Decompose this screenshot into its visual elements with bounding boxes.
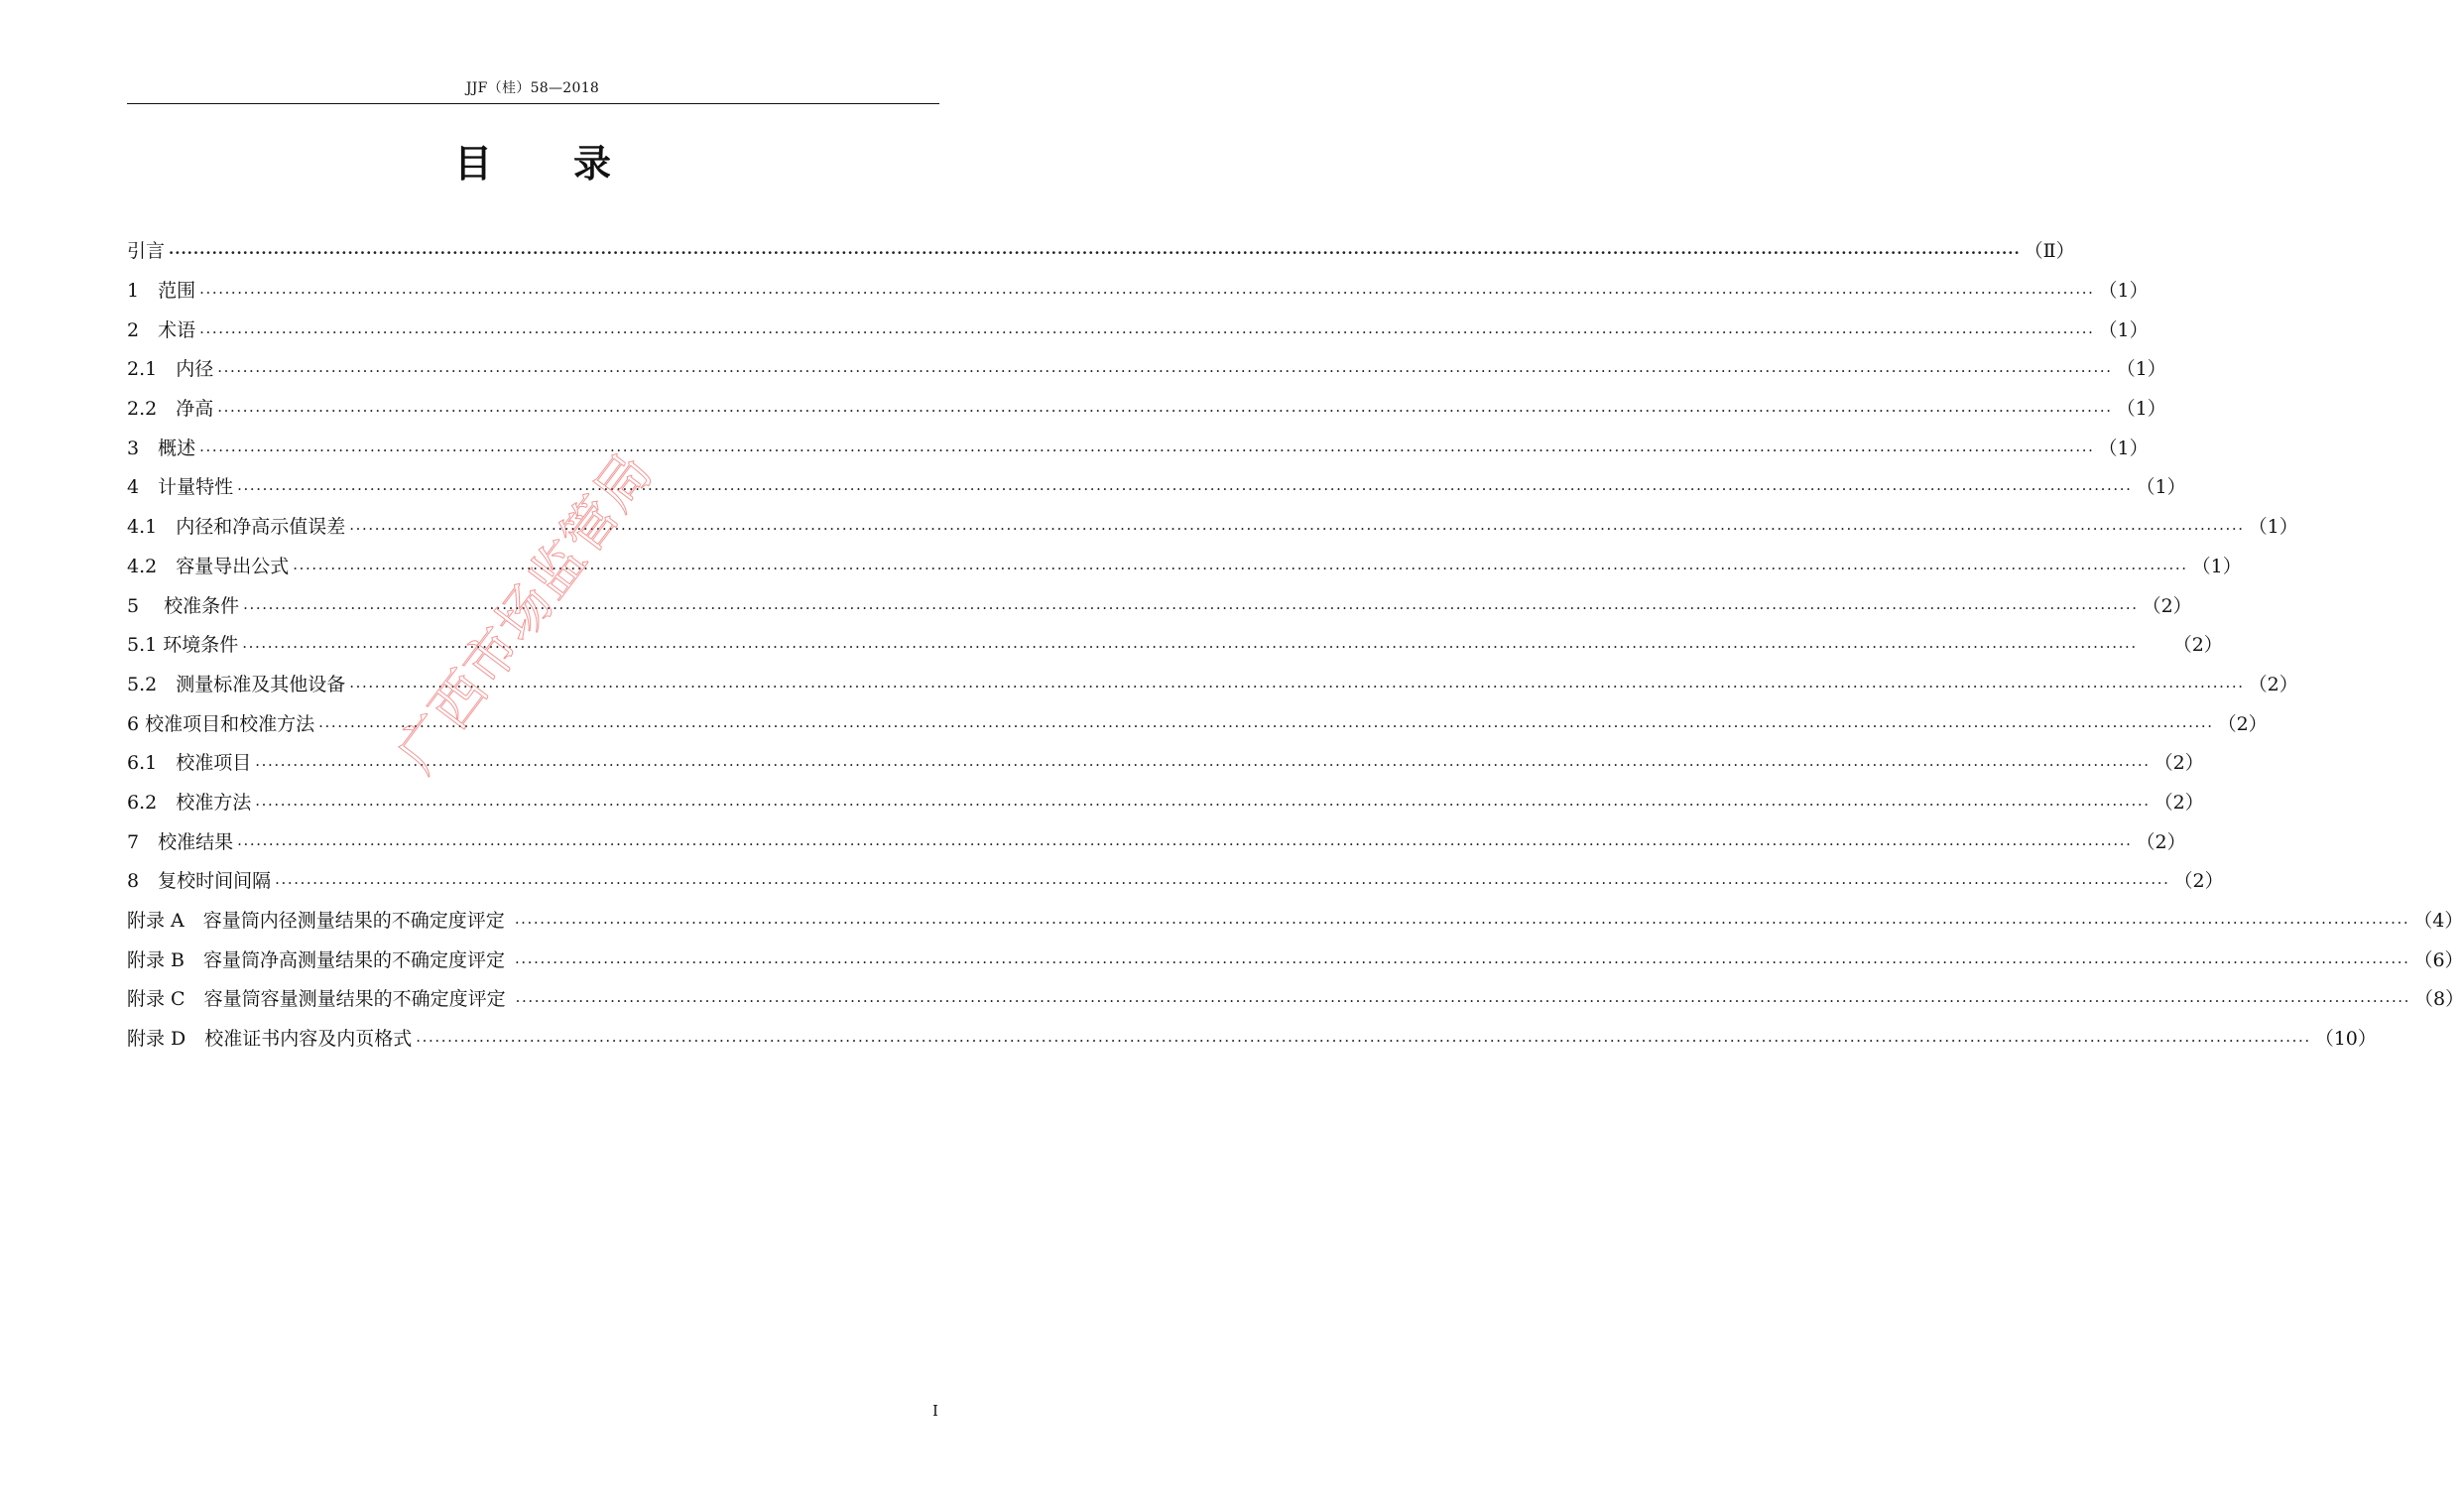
toc-entry-label: 4 计量特性: [127, 476, 234, 499]
toc-entry-label: 6.2 校准方法: [127, 791, 252, 814]
toc-entry-page: （1）: [2098, 437, 2149, 459]
toc-dot-leader: ············································································································································································································································································································: [199, 322, 2095, 341]
toc-dot-leader: ············································································································································································································································································································: [349, 520, 2245, 539]
toc-dot-leader: ············································································································································································································································································································: [199, 440, 2095, 459]
toc-entry-label: 6 校准项目和校准方法: [127, 712, 315, 735]
toc-dot-leader: ············································································································································································································································································································: [515, 992, 2411, 1011]
toc-entry[interactable]: [127, 390, 2166, 430]
toc-dot-leader: ············································································································································································································································································································: [237, 834, 2133, 853]
toc-entry-label: 4.2 容量导出公式: [127, 555, 290, 577]
toc-entry-label: 附录 D 校准证书内容及内页格式: [127, 1028, 413, 1051]
toc-entry-page: （2）: [2154, 752, 2204, 775]
toc-entry-label: 5.2 测量标准及其他设备: [127, 673, 346, 695]
toc-entry[interactable]: [127, 272, 2149, 312]
toc-entry-label: 7 校准结果: [127, 830, 234, 853]
toc-dot-leader: ············································································································································································································································································································: [169, 244, 2021, 263]
page-title-right-char: 录: [573, 142, 612, 186]
header-standard-code: JJF（桂）58—2018: [465, 80, 600, 96]
toc-entry[interactable]: [127, 429, 2149, 468]
toc-entry-page: （2）: [2173, 870, 2224, 893]
toc-entry[interactable]: [127, 350, 2166, 390]
toc-entry-page: （8）: [2414, 988, 2464, 1011]
toc-dot-leader: ············································································································································································································································································································: [217, 402, 2113, 421]
toc-entry-page: （10）: [2314, 1028, 2377, 1051]
toc-dot-leader: ············································································································································································································································································································: [243, 598, 2139, 617]
toc-dot-leader: ············································································································································································································································································································: [318, 716, 2214, 735]
toc-dot-leader: ············································································································································································································································································································: [416, 1032, 2311, 1051]
toc-entry[interactable]: [127, 784, 2204, 823]
toc-dot-leader: ············································································································································································································································································································: [515, 952, 2410, 971]
toc-entry-label: 3 概述: [127, 437, 196, 459]
toc-entry[interactable]: [127, 1020, 2377, 1060]
toc-entry-page: （2）: [2248, 673, 2298, 695]
toc-entry-page: （2）: [2142, 594, 2192, 617]
toc-entry-page: （2）: [2217, 712, 2268, 735]
toc-entry[interactable]: [127, 862, 2224, 902]
toc-entry-page: （Ⅱ）: [2024, 240, 2075, 263]
toc-entry[interactable]: [127, 822, 2186, 862]
toc-entry-label: 4.1 内径和净高示值误差: [127, 516, 346, 539]
toc-entry-label: 2.1 内径: [127, 358, 214, 381]
toc-entry-page: （1）: [2098, 318, 2149, 341]
toc-entry[interactable]: [127, 468, 2186, 508]
toc-entry-label: 1 范围: [127, 280, 196, 303]
page-number: I: [932, 1402, 938, 1420]
toc-entry-label: 2 术语: [127, 318, 196, 341]
toc-entry-page: （1）: [2191, 555, 2242, 577]
toc-entry-label: 6.1 校准项目: [127, 752, 252, 775]
toc-entry-page: （1）: [2116, 398, 2166, 421]
watermark: 广西市场监管局: [385, 440, 666, 784]
toc-dot-leader: ············································································································································································································································································································: [514, 914, 2410, 933]
toc-entry-label: 引言: [127, 240, 166, 263]
toc-entry[interactable]: [127, 232, 2075, 272]
toc-entry-page: （1）: [2136, 476, 2186, 499]
toc-entry-page: （4）: [2413, 910, 2464, 933]
toc-entry-page: （2）: [2136, 830, 2186, 853]
toc-dot-leader: ············································································································································································································································································································: [293, 559, 2188, 577]
toc-entry-label: 附录 C 容量筒容量测量结果的不确定度评定: [127, 988, 512, 1011]
toc-entry-page: （1）: [2248, 516, 2298, 539]
toc-dot-leader: ············································································································································································································································································································: [349, 677, 2245, 695]
toc-entry-label: 5.1 环境条件: [127, 634, 239, 657]
toc-entry-page: （2）: [2154, 791, 2204, 814]
toc-dot-leader: ············································································································································································································································································································: [275, 874, 2170, 893]
toc-entry[interactable]: [127, 704, 2268, 744]
toc-entry-page: （2）: [2172, 634, 2223, 657]
toc-entry-label: 附录 A 容量筒内径测量结果的不确定度评定: [127, 910, 511, 933]
toc-entry-page: （6）: [2413, 948, 2464, 971]
toc-entry-label: 8 复校时间间隔: [127, 870, 272, 893]
toc-entry[interactable]: [127, 508, 2298, 548]
page-title-left-char: 目: [453, 142, 492, 186]
toc-entry[interactable]: [127, 902, 2464, 942]
toc-dot-leader: ············································································································································································································································································································: [199, 284, 2095, 303]
toc-entry-label: 附录 B 容量筒净高测量结果的不确定度评定: [127, 948, 512, 971]
toc-entry-label: 2.2 净高: [127, 398, 214, 421]
header-divider: [127, 103, 939, 104]
toc-dot-leader: ············································································································································································································································································································: [255, 756, 2151, 775]
toc-entry-page: （1）: [2116, 358, 2166, 381]
toc-entry[interactable]: [127, 980, 2464, 1020]
toc-entry[interactable]: [127, 311, 2149, 350]
toc-dot-leader: ············································································································································································································································································································: [242, 638, 2138, 657]
toc-entry[interactable]: [127, 941, 2464, 980]
toc-dot-leader: ············································································································································································································································································································: [237, 480, 2133, 499]
toc-entry[interactable]: [127, 744, 2204, 784]
toc-entry-label: 5 校准条件: [127, 594, 240, 617]
toc-dot-leader: ············································································································································································································································································································: [217, 362, 2113, 381]
toc-entry-page: （1）: [2098, 280, 2149, 303]
page-title: [0, 133, 1065, 188]
toc-dot-leader: ············································································································································································································································································································: [255, 795, 2151, 814]
